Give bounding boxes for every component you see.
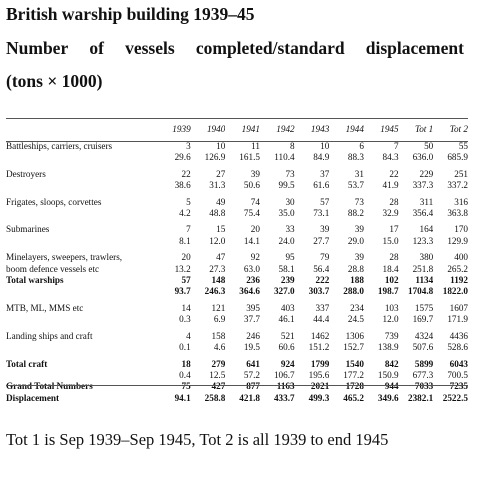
- table-cell: 2382.1: [407, 392, 434, 403]
- table-cell: 19.5: [243, 342, 260, 353]
- row-label: MTB, ML, MMS etc: [6, 302, 84, 313]
- table-cell: 138.9: [377, 342, 399, 353]
- table-cell: 106.7: [273, 369, 295, 380]
- table-cell: 49: [216, 196, 226, 207]
- table-cell: 61.6: [313, 180, 330, 191]
- table-cell: 169.7: [412, 314, 434, 325]
- table-cell: 58.1: [278, 263, 295, 274]
- table-cell: 6: [359, 141, 364, 151]
- table-cell: 170: [454, 224, 468, 235]
- table-cell: 877: [246, 381, 260, 392]
- table-cell: 1134: [415, 275, 434, 286]
- table-cell: 35.0: [278, 208, 295, 219]
- table-cell: 79: [320, 252, 330, 263]
- table-cell: 1704.8: [407, 286, 434, 297]
- table-cell: 48.8: [209, 208, 226, 219]
- table-cell: 403: [280, 302, 295, 313]
- table-cell: 1822.0: [442, 286, 468, 297]
- table-cell: 41.9: [382, 180, 399, 191]
- table-cell: 22: [181, 168, 191, 179]
- table-row: [6, 208, 468, 219]
- row-label: Submarines: [6, 224, 50, 235]
- table-row: [6, 219, 468, 235]
- table-cell: 251.8: [412, 263, 434, 274]
- table-cell: 39: [250, 168, 260, 179]
- table-row: [6, 180, 468, 191]
- table-cell: 152.7: [343, 342, 364, 353]
- table-cell: 27: [216, 168, 226, 179]
- table-cell: 94.1: [174, 392, 191, 403]
- table-cell: 92: [250, 252, 260, 263]
- table-cell: 8.1: [179, 235, 191, 246]
- table-cell: 195.6: [308, 369, 330, 380]
- table-cell: 84.3: [382, 152, 399, 163]
- row-label: [6, 370, 156, 381]
- table-cell: 8: [290, 141, 295, 151]
- table-cell: 14: [181, 302, 191, 313]
- table-cell: 528.6: [447, 342, 468, 353]
- table-cell: 7: [186, 224, 191, 235]
- table-row: [6, 393, 468, 404]
- table-cell: 151.2: [308, 342, 330, 353]
- table-cell: 944: [384, 381, 399, 392]
- table-cell: 57: [320, 196, 330, 207]
- table-cell: 3: [186, 141, 191, 151]
- table-cell: 1575: [414, 302, 434, 313]
- table-cell: 0.4: [179, 369, 191, 380]
- table-cell: 10: [216, 141, 226, 151]
- table-cell: 28: [389, 252, 399, 263]
- table-cell: 161.5: [239, 152, 260, 163]
- table-cell: 14.1: [243, 235, 260, 246]
- table-cell: 2522.5: [442, 392, 468, 403]
- table-cell: 1799: [310, 358, 330, 369]
- table-cell: 50: [424, 141, 434, 151]
- table-header-row: [6, 123, 468, 141]
- table-cell: 63.0: [243, 263, 260, 274]
- table-cell: 236: [246, 275, 260, 286]
- table-cell: 57.2: [243, 369, 260, 380]
- table-cell: 265.2: [447, 263, 468, 274]
- table-cell: 5899: [414, 358, 434, 369]
- table-cell: 0.1: [179, 342, 191, 353]
- table-cell: 13.2: [174, 263, 191, 274]
- table-cell: 30: [285, 196, 295, 207]
- table-cell: 46.1: [278, 314, 295, 325]
- table-cell: 10: [320, 141, 330, 151]
- table-cell: 24.0: [278, 235, 295, 246]
- row-label: Minelayers, sweepers, trawlers,: [6, 252, 123, 263]
- table-cell: 102: [384, 275, 399, 286]
- row-label: [6, 314, 156, 325]
- row-label: [6, 286, 156, 297]
- table-cell: 239: [280, 275, 295, 286]
- column-header: 1941: [241, 124, 260, 135]
- table-cell: 356.4: [412, 208, 434, 219]
- heading-subtitle-word: displacement: [365, 38, 464, 58]
- table-cell: 7: [394, 141, 399, 151]
- table-cell: 327.0: [273, 286, 295, 297]
- row-label: Displacement: [6, 392, 60, 403]
- table-cell: 164: [419, 224, 434, 235]
- table-row: [6, 264, 468, 275]
- row-label: Landing ships and craft: [6, 330, 93, 341]
- table-cell: 12.0: [382, 314, 399, 325]
- table-cell: 22: [389, 168, 399, 179]
- table-cell: 11: [251, 141, 260, 151]
- table-cell: 28.8: [347, 263, 364, 274]
- row-label: [6, 342, 156, 353]
- table-cell: 636.0: [412, 152, 434, 163]
- table-cell: 521: [280, 330, 295, 341]
- table-cell: 842: [384, 358, 399, 369]
- table-cell: 4.2: [179, 208, 191, 219]
- heading-units: (tons × 1000): [6, 71, 103, 91]
- row-label: [6, 180, 156, 191]
- table-cell: 44.4: [313, 314, 330, 325]
- table-cell: 88.3: [347, 152, 364, 163]
- table-cell: 4324: [414, 330, 434, 341]
- table-cell: 60.6: [278, 342, 295, 353]
- table-cell: 73: [354, 196, 364, 207]
- table-cell: 4.6: [213, 342, 226, 353]
- table-cell: 27.7: [313, 235, 330, 246]
- table-cell: 38.6: [174, 180, 191, 191]
- table-cell: 93.7: [174, 286, 191, 297]
- table-cell: 177.2: [343, 369, 364, 380]
- table-cell: 121: [211, 302, 226, 313]
- table-cell: 685.9: [447, 152, 468, 163]
- table-cell: 641: [246, 358, 260, 369]
- column-header: 1940: [206, 124, 226, 135]
- table-cell: 303.7: [308, 286, 330, 297]
- table-cell: 53.7: [347, 180, 364, 191]
- table-cell: 400: [454, 252, 468, 263]
- table-cell: 18: [181, 358, 191, 369]
- table-cell: 75.4: [243, 208, 260, 219]
- table-cell: 251: [454, 168, 468, 179]
- table-cell: 27.3: [209, 263, 226, 274]
- table-cell: 28: [389, 196, 399, 207]
- table-cell: 316: [454, 196, 468, 207]
- table-body: [6, 141, 468, 404]
- table-cell: 24.5: [347, 314, 364, 325]
- table-row: [6, 381, 468, 392]
- row-label: [6, 152, 156, 163]
- table-cell: 7033: [414, 381, 434, 392]
- table-row: [6, 326, 468, 342]
- column-header: 1942: [276, 124, 295, 135]
- table-cell: 84.9: [313, 152, 330, 163]
- column-header: 1943: [310, 124, 330, 135]
- table-cell: 507.6: [412, 342, 434, 353]
- table-cell: 6.9: [213, 314, 226, 325]
- table-cell: 700.5: [447, 369, 468, 380]
- table-cell: 1540: [345, 358, 364, 369]
- table-cell: 32.9: [382, 208, 399, 219]
- table-cell: 279: [211, 358, 226, 369]
- table-row: [6, 298, 468, 314]
- table-cell: 50.6: [243, 180, 260, 191]
- table-row: [6, 236, 468, 247]
- table-row: [6, 141, 468, 152]
- table-cell: 4: [186, 330, 191, 341]
- table-row: [6, 275, 468, 286]
- table-top-rule: [6, 118, 468, 119]
- table-row: [6, 286, 468, 297]
- table-cell: 499.3: [308, 392, 330, 403]
- table-cell: 7235: [449, 381, 468, 392]
- column-header: 1939: [172, 124, 191, 135]
- table-header-rule: [6, 141, 468, 142]
- table-cell: 29.6: [174, 152, 191, 163]
- table-row: [6, 314, 468, 325]
- table-cell: 222: [315, 275, 330, 286]
- table-cell: 364.6: [239, 286, 260, 297]
- table-cell: 2021: [310, 381, 330, 392]
- table-cell: 311: [419, 196, 434, 207]
- heading-subtitle: [6, 38, 464, 59]
- row-label: [6, 208, 156, 219]
- table-cell: 1163: [276, 381, 295, 392]
- table-cell: 39: [320, 224, 330, 235]
- table-cell: 123.3: [412, 235, 434, 246]
- heading-title: British warship building 1939–45: [6, 4, 255, 24]
- table-cell: 126.9: [204, 152, 226, 163]
- table-cell: 31.3: [209, 180, 226, 191]
- table-cell: 12.5: [209, 369, 226, 380]
- warship-table: [6, 123, 468, 404]
- table-cell: 88.2: [347, 208, 364, 219]
- table-cell: 57: [181, 275, 191, 286]
- row-label: Battleships, carriers, cruisers: [6, 141, 113, 151]
- table-cell: 421.8: [239, 392, 260, 403]
- table-cell: 47: [216, 252, 226, 263]
- table-cell: 337.2: [447, 180, 468, 191]
- table-cell: 33: [285, 224, 295, 235]
- table-cell: 337: [315, 302, 330, 313]
- row-label: Destroyers: [6, 168, 46, 179]
- table-cell: 395: [246, 302, 260, 313]
- heading-subtitle-word: completed/standard: [195, 38, 345, 58]
- table-cell: 103: [384, 302, 399, 313]
- table-row: [6, 247, 468, 263]
- table-cell: 246: [246, 330, 260, 341]
- table-cell: 75: [181, 381, 191, 392]
- table-cell: 129.9: [447, 235, 468, 246]
- table-cell: 56.4: [313, 263, 330, 274]
- table-cell: 74: [250, 196, 260, 207]
- table-cell: 55: [458, 141, 468, 151]
- footer-note: Tot 1 is Sep 1939–Sep 1945, Tot 2 is all 1939 to end 1945: [6, 430, 389, 449]
- table-cell: 110.4: [274, 152, 295, 163]
- row-label: Total warships: [6, 275, 64, 286]
- table-cell: 39: [354, 224, 364, 235]
- table-cell: 677.3: [412, 369, 434, 380]
- table-cell: 198.7: [377, 286, 399, 297]
- table-cell: 171.9: [447, 314, 468, 325]
- table-cell: 148: [211, 275, 226, 286]
- table-cell: 739: [384, 330, 399, 341]
- table-cell: 188: [350, 275, 364, 286]
- table-row: [6, 192, 468, 208]
- table-cell: 18.4: [382, 263, 399, 274]
- table-cell: 0.3: [179, 314, 191, 325]
- table-cell: 20: [250, 224, 260, 235]
- table-cell: 37.7: [243, 314, 260, 325]
- table-cell: 99.5: [278, 180, 295, 191]
- table-cell: 17: [389, 224, 399, 235]
- column-header: 1944: [345, 124, 364, 135]
- table-row: [6, 354, 468, 370]
- table-cell: 258.8: [204, 392, 226, 403]
- heading-subtitle-word: Number: [6, 38, 69, 58]
- table-cell: 427: [211, 381, 226, 392]
- table-cell: 924: [280, 358, 295, 369]
- table-cell: 433.7: [273, 392, 295, 403]
- table-cell: 15: [216, 224, 226, 235]
- table-cell: 5: [186, 196, 191, 207]
- column-header: 1945: [380, 124, 399, 135]
- column-header: Tot 2: [449, 124, 468, 135]
- table-cell: 288.0: [343, 286, 364, 297]
- table-row: [6, 152, 468, 163]
- table-cell: 1462: [310, 330, 330, 341]
- table-cell: 1607: [449, 302, 468, 313]
- table-cell: 1728: [345, 381, 364, 392]
- row-label: Grand Total Numbers: [6, 381, 93, 392]
- table-row: [6, 164, 468, 180]
- table-cell: 29.0: [347, 235, 364, 246]
- table-cell: 1306: [345, 330, 364, 341]
- row-label: Frigates, sloops, corvettes: [6, 196, 102, 207]
- table-cell: 73.1: [313, 208, 330, 219]
- table-cell: 31: [354, 168, 364, 179]
- table-cell: 1192: [450, 275, 468, 286]
- table-cell: 234: [350, 302, 364, 313]
- table-cell: 246.3: [204, 286, 226, 297]
- table-cell: 363.8: [447, 208, 468, 219]
- column-header: Tot 1: [414, 124, 434, 135]
- table-cell: 229: [419, 168, 434, 179]
- table-row: [6, 370, 468, 381]
- row-label: Total craft: [6, 358, 48, 369]
- row-label: boom defence vessels etc: [6, 263, 100, 274]
- table-cell: 4436: [449, 330, 468, 341]
- heading-subtitle-word: of: [89, 38, 104, 58]
- table-cell: 95: [285, 252, 295, 263]
- heading-subtitle-word: vessels: [125, 38, 175, 58]
- table-row: [6, 342, 468, 353]
- table-cell: 12.0: [209, 235, 226, 246]
- table-cell: 37: [320, 168, 330, 179]
- table-cell: 380: [419, 252, 434, 263]
- table-cell: 349.6: [377, 392, 399, 403]
- table-cell: 39: [354, 252, 364, 263]
- table-bottom-rule: [6, 385, 468, 386]
- table-cell: 337.3: [412, 180, 434, 191]
- table-cell: 20: [181, 252, 191, 263]
- table-cell: 150.9: [377, 369, 399, 380]
- row-label: [6, 236, 156, 247]
- table-cell: 73: [285, 168, 295, 179]
- table-cell: 465.2: [343, 392, 364, 403]
- table-cell: 15.0: [382, 235, 399, 246]
- table-cell: 158: [211, 330, 226, 341]
- table-cell: 6043: [449, 358, 468, 369]
- column-header-label: [6, 123, 156, 141]
